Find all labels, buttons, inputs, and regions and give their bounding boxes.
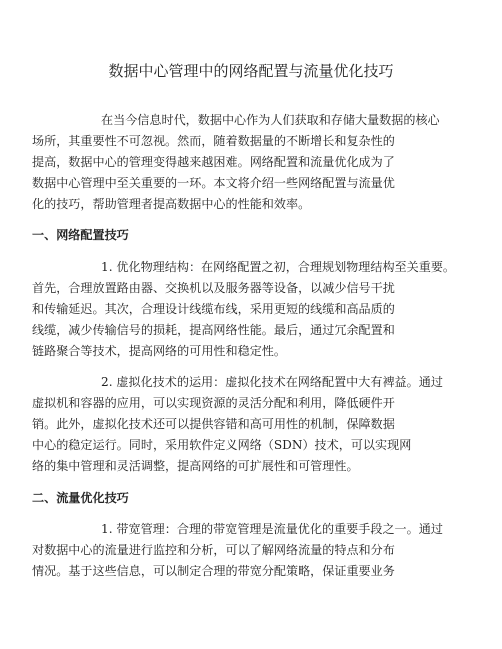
section-heading-traffic-optimization: 二、流量优化技巧 xyxy=(32,490,129,505)
document-title: 数据中心管理中的网络配置与流量优化技巧 xyxy=(108,62,394,80)
text-line: 2. 虚拟化技术的运用：虚拟化技术在网络配置中大有裨益。通过 xyxy=(101,375,443,390)
text-line: 络的集中管理和灵活调整，提高网络的可扩展性和可管理性。 xyxy=(32,459,359,474)
text-line: 对数据中心的流量进行监控和分析，可以了解网络流量的特点和分布 xyxy=(32,542,395,557)
text-line: 提高，数据中心的管理变得越来越困难。网络配置和流量优化成为了 xyxy=(32,155,395,170)
text-line: 1. 优化物理结构：在网络配置之初，合理规划物理结构至关重要。 xyxy=(101,259,456,274)
text-line: 在当今信息时代，数据中心作为人们获取和存储大量数据的核心 xyxy=(101,113,440,127)
text-line: 1. 带宽管理：合理的带宽管理是流量优化的重要手段之一。通过 xyxy=(101,521,443,536)
text-line: 中心的稳定运行。同时，采用软件定义网络（SDN）技术，可以实现网 xyxy=(32,438,412,453)
text-line: 销。此外，虚拟化技术还可以提供容错和高可用性的机制，保障数据 xyxy=(32,417,395,432)
text-line: 虚拟机和容器的应用，可以实现资源的灵活分配和利用，降低硬件开 xyxy=(32,396,395,411)
document-body xyxy=(32,110,472,582)
text-line: 场所，其重要性不可忽视。然而，随着数据量的不断增长和复杂性的 xyxy=(32,134,395,149)
intro-paragraph xyxy=(32,110,472,215)
section1-item1-paragraph xyxy=(32,257,472,362)
text-line: 和传输延迟。其次，合理设计线缆布线，采用更短的线缆和高品质的 xyxy=(32,301,395,316)
section-heading-network-config: 一、网络配置技巧 xyxy=(32,228,129,243)
text-line: 线缆，减少传输信号的损耗，提高网络性能。最后，通过冗余配置和 xyxy=(32,322,395,337)
text-line: 链路聚合等技术，提高网络的可用性和稳定性。 xyxy=(32,343,286,358)
text-line: 情况。基于这些信息，可以制定合理的带宽分配策略，保证重要业务 xyxy=(32,563,395,578)
text-line: 首先，合理放置路由器、交换机以及服务器等设备，以减少信号干扰 xyxy=(32,280,395,295)
text-line: 数据中心管理中至关重要的一环。本文将介绍一些网络配置与流量优 xyxy=(32,176,395,191)
section1-item2-paragraph xyxy=(32,372,472,477)
section2-item1-paragraph xyxy=(32,519,472,582)
text-line: 化的技巧，帮助管理者提高数据中心的性能和效率。 xyxy=(32,197,311,212)
